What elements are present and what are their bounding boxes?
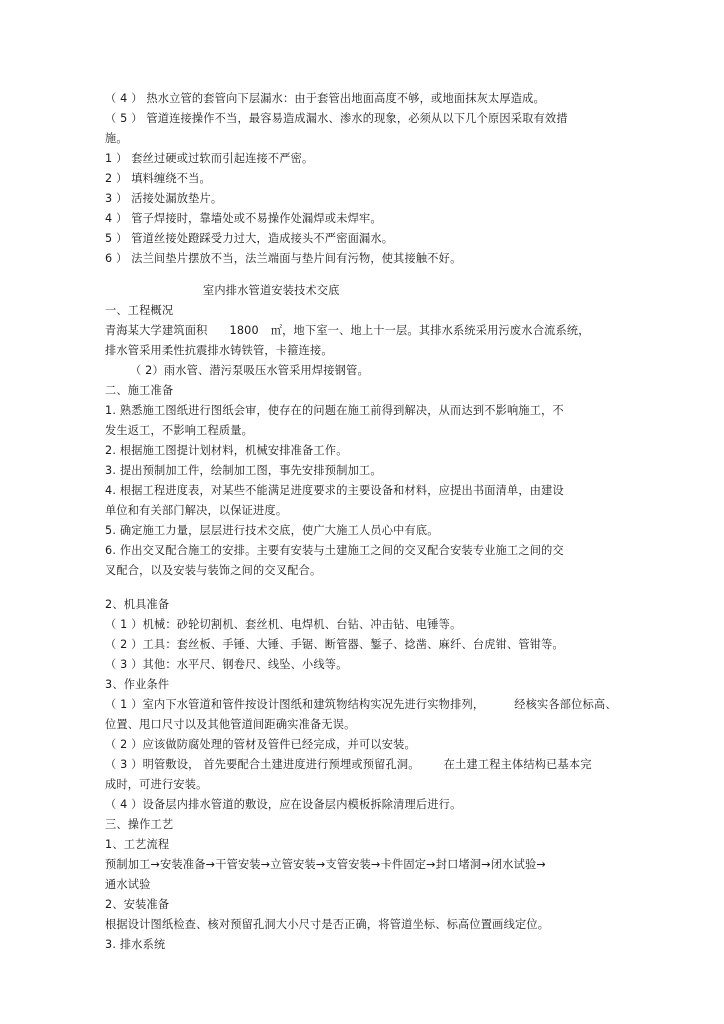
text-line: 3. 提出预制加工件，绘制加工图，事先安排预制加工。 [105,464,382,477]
heading: 1、工艺流程 [105,838,170,851]
text-line: 叉配合，以及安装与装饰之间的交叉配合。 [105,564,322,577]
text-line: （ 2 ）应该做防腐处理的管材及管件已经完成，并可以安装。 [105,738,416,751]
text-line: （ 2）雨水管、潜污泵吸压水管采用焊接钢管。 [130,364,369,377]
heading: 3. 排水系统 [105,938,166,951]
text-line: 4. 根据工程进度表，对某些不能满足进度要求的主要设备和材料，应提出书面清单，由建设 [105,484,564,497]
text-line: 2. 根据施工图提计划材料，机械安排准备工作。 [105,444,348,457]
heading: 3、作业条件 [105,678,170,691]
heading: 一、工程概况 [105,304,174,317]
text-fragment: （ 3 ）明管敷设， 首先要配合土建进度进行预埋或预留孔洞。 [105,758,420,771]
text-line: （ 3 ）其他：水平尺、钢卷尺、线坠、小线等。 [105,658,348,671]
text-fragment: 经核实各部位标高、 [514,698,617,711]
text-line: （ 4 ）设备层内排水管道的敷设，应在设备层内模板拆除清理后进行。 [105,798,462,811]
text-line: 单位和有关部门解决，以保证进度。 [105,504,288,517]
text-fragment: 青海某大学建筑面积 [105,324,208,337]
heading: 2、机具准备 [105,598,170,611]
text-line: 排水管采用柔性抗震排水铸铁管，卡箍连接。 [105,344,333,357]
text-line: 通水试验 [105,878,151,891]
text-line: 5 ） 管道丝接处蹬踩受力过大，造成接头不严密面漏水。 [105,232,394,245]
text-line: （ 2 ）工具：套丝板、手锤、大锤、手锯、断管器、錾子、捻凿、麻纤、台虎钳、管钳等。 [105,638,564,651]
heading: 三、操作工艺 [105,818,174,831]
text-line: 1 ） 套丝过硬或过软而引起连接不严密。 [105,152,314,165]
text-line [105,324,590,338]
text-line: （ 5 ） 管道连接操作不当，最容易造成漏水、渗水的现象，必须从以下几个原因采取有效措 [105,112,568,125]
text-line: 5. 确定施工力量，层层进行技术交底，使广大施工人员心中有底。 [105,524,439,537]
text-fragment: ㎡，地下室一、地上十一层。其排水系统采用污废水合流系统， [270,324,590,337]
text-line: 3 ） 活接处漏放垫片。 [105,192,223,205]
text-fragment: 在土建工程主体结构已基本完 [443,758,592,771]
text-line: 成时，可进行安装。 [105,778,208,791]
text-fragment: （ 1 ）室内下水管道和管件按设计图纸和建筑物结构实况先进行实物排列， [105,698,485,711]
area-value: 1800 [229,324,259,337]
text-line: （ 1 ）机械：砂轮切割机、套丝机、电焊机、台钻、冲击钻、电锤等。 [105,618,462,631]
text-line: 根据设计图纸检查、核对预留孔洞大小尺寸是否正确，将管道坐标、标高位置画线定位。 [105,918,550,931]
section-title: 室内排水管道安装技术交底 [203,284,340,297]
text-line: 2 ） 填料缠绕不当。 [105,172,211,185]
text-line: 预制加工→安装准备→干管安装→立管安装→支管安装→卡件固定→封口堵洞→闭水试验→ [105,858,546,871]
text-line [105,698,617,712]
text-line: 发生返工，不影响工程质量。 [105,424,254,437]
text-line: 施。 [105,132,128,145]
text-line: 1. 熟悉施工图纸进行图纸会审，使存在的问题在施工前得到解决，从而达到不影响施工，不 [105,404,564,417]
heading: 2、安装准备 [105,898,170,911]
text-line: 6 ） 法兰间垫片摆放不当，法兰端面与垫片间有污物，使其接触不好。 [105,252,462,265]
heading: 二、施工准备 [105,384,174,397]
text-line [105,758,592,772]
text-line: 位置、甩口尺寸以及其他管道间距确实准备无误。 [105,718,356,731]
text-line: （ 4 ） 热水立管的套管向下层漏水：由于套管出地面高度不够，或地面抹灰太厚造成。 [105,92,545,105]
text-line: 4 ） 管子焊接时，靠墙处或不易操作处漏焊或未焊牢。 [105,212,382,225]
text-line: 6. 作出交叉配合施工的安排。主要有安装与土建施工之间的交叉配合安装专业施工之间的交 [105,544,564,557]
